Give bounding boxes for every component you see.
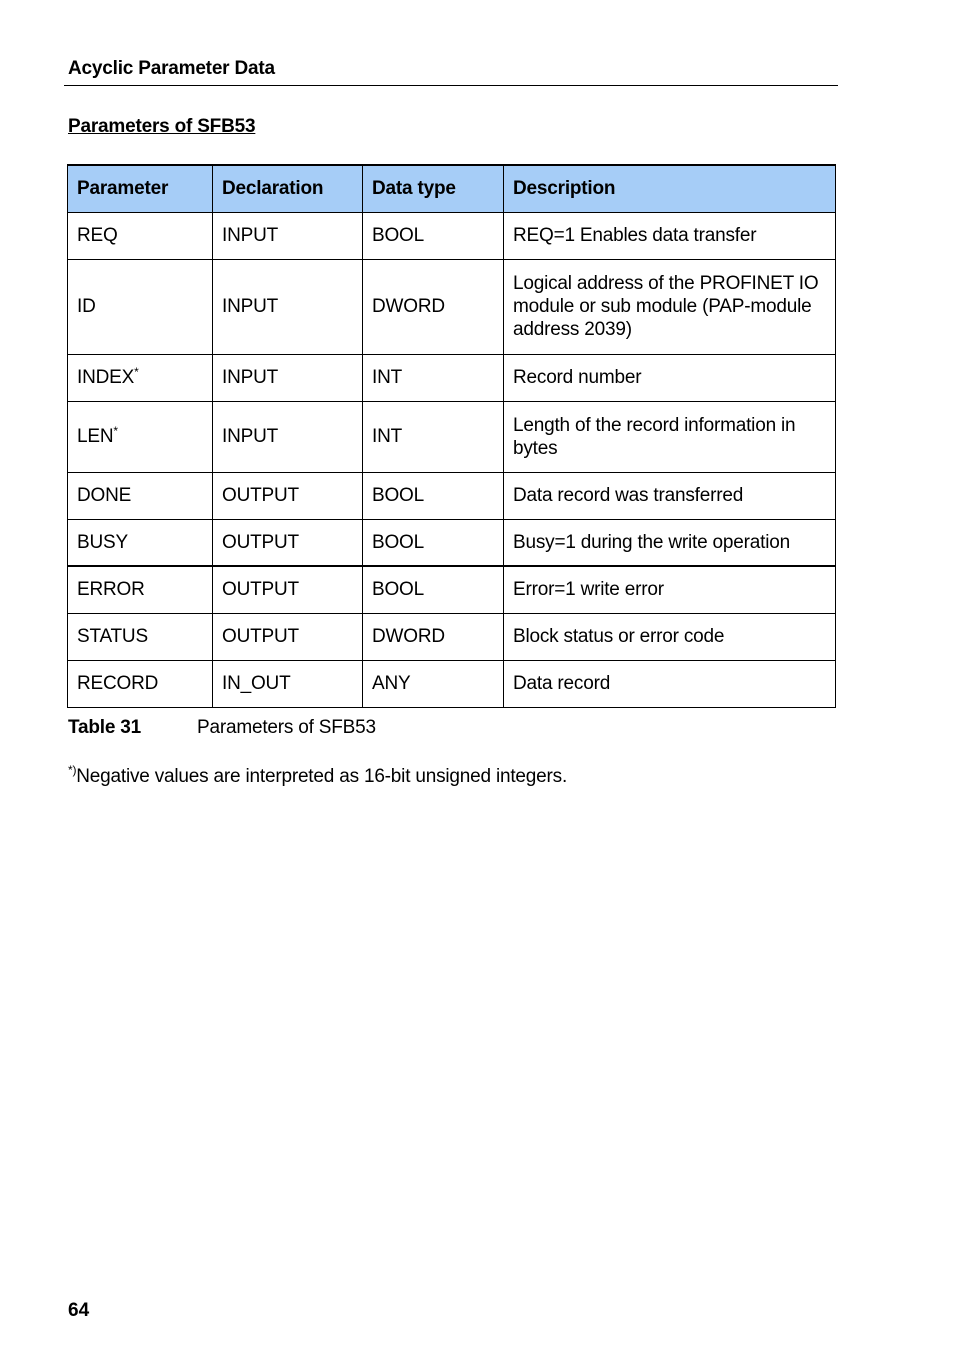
header-rule (64, 85, 838, 86)
footnote-marker: *) (68, 763, 77, 777)
cell-declaration: INPUT (213, 259, 363, 354)
cell-data-type: BOOL (363, 519, 504, 566)
parameters-table (67, 164, 836, 708)
section-title: Parameters of SFB53 (68, 116, 256, 137)
column-header-declaration: Declaration (213, 165, 363, 212)
table-row (68, 660, 836, 707)
column-header-description: Description (504, 165, 836, 212)
table-row (68, 566, 836, 613)
cell-parameter: RECORD (68, 660, 213, 707)
table-row (68, 259, 836, 354)
cell-declaration: IN_OUT (213, 660, 363, 707)
table-header-row (68, 165, 836, 212)
cell-description: Data record (504, 660, 836, 707)
cell-declaration: INPUT (213, 354, 363, 401)
cell-declaration: INPUT (213, 401, 363, 472)
cell-data-type: INT (363, 354, 504, 401)
cell-description: Length of the record information in bytes (504, 401, 836, 472)
cell-data-type: ANY (363, 660, 504, 707)
cell-data-type: BOOL (363, 212, 504, 259)
page-number: 64 (68, 1300, 90, 1321)
footnote (68, 763, 568, 788)
cell-description: Block status or error code (504, 613, 836, 660)
cell-data-type: BOOL (363, 472, 504, 519)
table-row (68, 519, 836, 566)
footnote-marker: * (113, 424, 118, 438)
table-row (68, 354, 836, 401)
cell-description: Record number (504, 354, 836, 401)
cell-data-type: BOOL (363, 566, 504, 613)
cell-declaration: OUTPUT (213, 566, 363, 613)
cell-parameter: BUSY (68, 519, 213, 566)
column-header-data-type: Data type (363, 165, 504, 212)
table-row (68, 472, 836, 519)
cell-declaration: OUTPUT (213, 519, 363, 566)
footnote-text: Negative values are interpreted as 16-bit unsigned integers. (76, 766, 568, 787)
cell-parameter: INDEX* (68, 354, 213, 401)
cell-declaration: OUTPUT (213, 472, 363, 519)
cell-parameter: ID (68, 259, 213, 354)
footnote-marker: * (134, 365, 139, 379)
cell-parameter: DONE (68, 472, 213, 519)
cell-declaration: OUTPUT (213, 613, 363, 660)
column-header-parameter: Parameter (68, 165, 213, 212)
cell-description: REQ=1 Enables data transfer (504, 212, 836, 259)
table-caption-label: Table 31 (68, 717, 142, 738)
cell-parameter: ERROR (68, 566, 213, 613)
table-row (68, 613, 836, 660)
cell-data-type: INT (363, 401, 504, 472)
cell-description: Error=1 write error (504, 566, 836, 613)
table-caption (68, 717, 376, 739)
cell-data-type: DWORD (363, 613, 504, 660)
cell-declaration: INPUT (213, 212, 363, 259)
table-row (68, 401, 836, 472)
cell-parameter: STATUS (68, 613, 213, 660)
cell-data-type: DWORD (363, 259, 504, 354)
table-caption-text: Parameters of SFB53 (197, 717, 376, 738)
running-header-title: Acyclic Parameter Data (68, 58, 275, 79)
cell-description: Logical address of the PROFINET IO module or sub module (PAP-module address 2039) (504, 259, 836, 354)
cell-parameter: LEN* (68, 401, 213, 472)
cell-parameter: REQ (68, 212, 213, 259)
cell-description: Data record was transferred (504, 472, 836, 519)
table-row (68, 212, 836, 259)
cell-description: Busy=1 during the write operation (504, 519, 836, 566)
